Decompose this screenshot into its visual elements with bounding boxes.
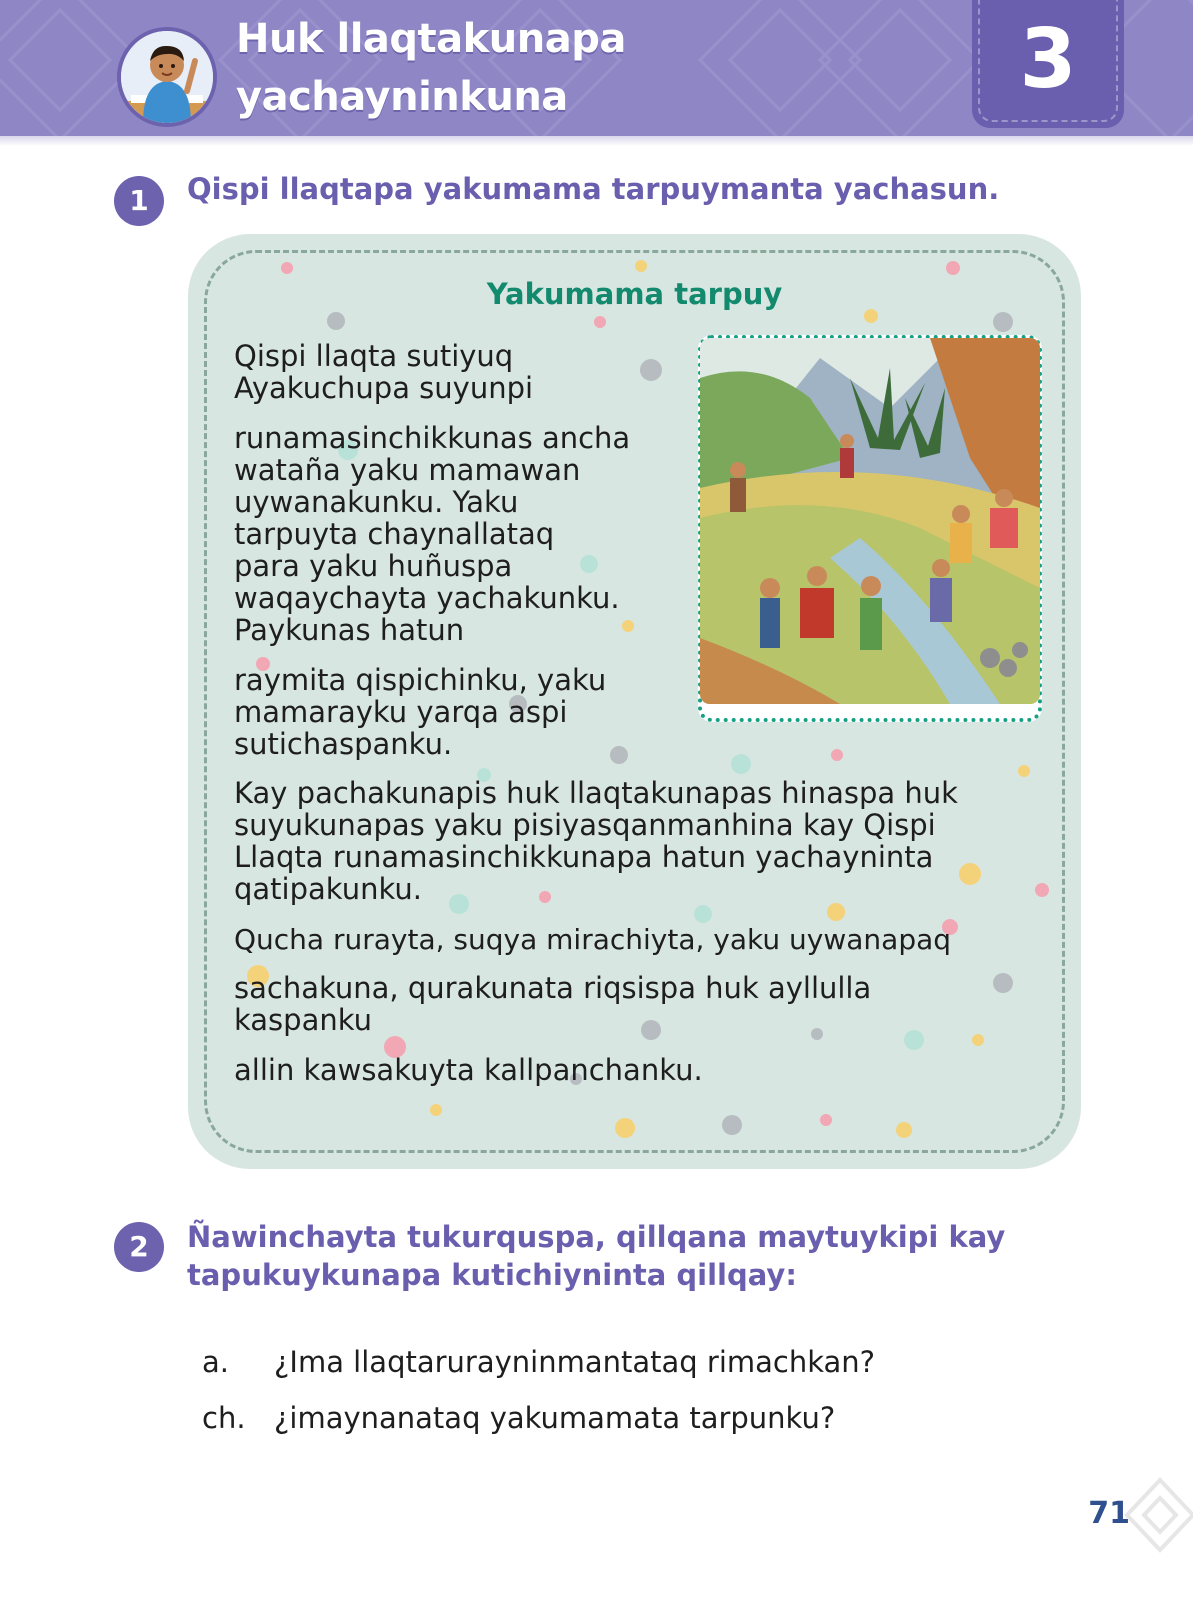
text-line: mamarayku yarqa aspi [234, 695, 568, 729]
question-text: ¿imaynanataq yakumamata tarpunku? [274, 1401, 836, 1435]
activity-2-instruction [187, 1218, 1005, 1294]
text-line: raymita qispichinku, yaku [234, 663, 607, 697]
text-line: allin kawsakuyta kallpanchanku. [234, 1053, 703, 1087]
text-line: suyukunapas yaku pisiyasqanmanhina kay Qispi [234, 808, 936, 842]
activity-2-instruction-line2: tapukuykunapa kutichiyninta qillqay: [187, 1258, 797, 1292]
text-line: runamasinchikkunas ancha [234, 421, 631, 455]
illustration-drawing [700, 338, 1040, 704]
activity-1-instruction: Qispi llaqtapa yakumama tarpuymanta yachasun. [187, 172, 1000, 206]
avatar [117, 27, 217, 127]
corner-diamond-icon [1120, 1470, 1193, 1600]
unit-title-line2: yachayninkuna [236, 74, 568, 120]
question-a [202, 1342, 1102, 1382]
text-line: para yaku huñuspa [234, 549, 513, 583]
page-number: 71 [1088, 1496, 1130, 1531]
text-line: Ayakuchupa suyunpi [234, 371, 534, 405]
text-line: wataña yaku mamawan [234, 453, 581, 487]
text-line: Qucha rurayta, suqya mirachiyta, yaku uywanapaq [234, 923, 952, 956]
child-reading-icon [121, 31, 213, 123]
activity-2-instruction-line1: Ñawinchayta tukurquspa, qillqana maytuykipi kay [187, 1220, 1006, 1254]
paragraph-6 [234, 972, 871, 1036]
text-line: uywanakunku. Yaku [234, 485, 519, 519]
text-line: sutichaspanku. [234, 727, 453, 761]
text-line: Qispi llaqta sutiyuq [234, 339, 514, 373]
unit-header [0, 0, 1193, 136]
unit-number: 3 [1019, 12, 1077, 107]
text-line: waqaychayta yachakunku. [234, 581, 620, 615]
paragraph-5 [234, 924, 951, 956]
question-text: ¿Ima llaqtarurayninmantataq rimachkan? [274, 1345, 876, 1379]
paragraph-1 [234, 340, 533, 404]
header-shadow [0, 136, 1193, 146]
text-line: qatipakunku. [234, 872, 422, 906]
paragraph-4 [234, 777, 958, 905]
text-line: kaspanku [234, 1003, 373, 1037]
text-line: Kay pachakunapis huk llaqtakunapas hinaspa huk [234, 776, 958, 810]
question-letter: a. [202, 1345, 229, 1379]
paragraph-2 [234, 422, 630, 646]
unit-title [236, 10, 626, 126]
question-letter: ch. [202, 1401, 246, 1435]
activity-number-1: 1 [114, 176, 164, 226]
text-line: Llaqta runamasinchikkunapa hatun yachayninta [234, 840, 934, 874]
question-ch [202, 1398, 1102, 1438]
reading-title: Yakumama tarpuy [486, 277, 783, 311]
community-water-canal-illustration [700, 338, 1040, 704]
unit-tab [972, 0, 1124, 128]
text-line: tarpuyta chaynallataq [234, 517, 555, 551]
activity-number-2: 2 [114, 1222, 164, 1272]
text-line: sachakuna, qurakunata riqsispa huk ayllulla [234, 971, 872, 1005]
text-line: Paykunas hatun [234, 613, 465, 647]
paragraph-7 [234, 1054, 703, 1086]
unit-title-line1: Huk llaqtakunapa [236, 16, 626, 62]
paragraph-3 [234, 664, 606, 760]
